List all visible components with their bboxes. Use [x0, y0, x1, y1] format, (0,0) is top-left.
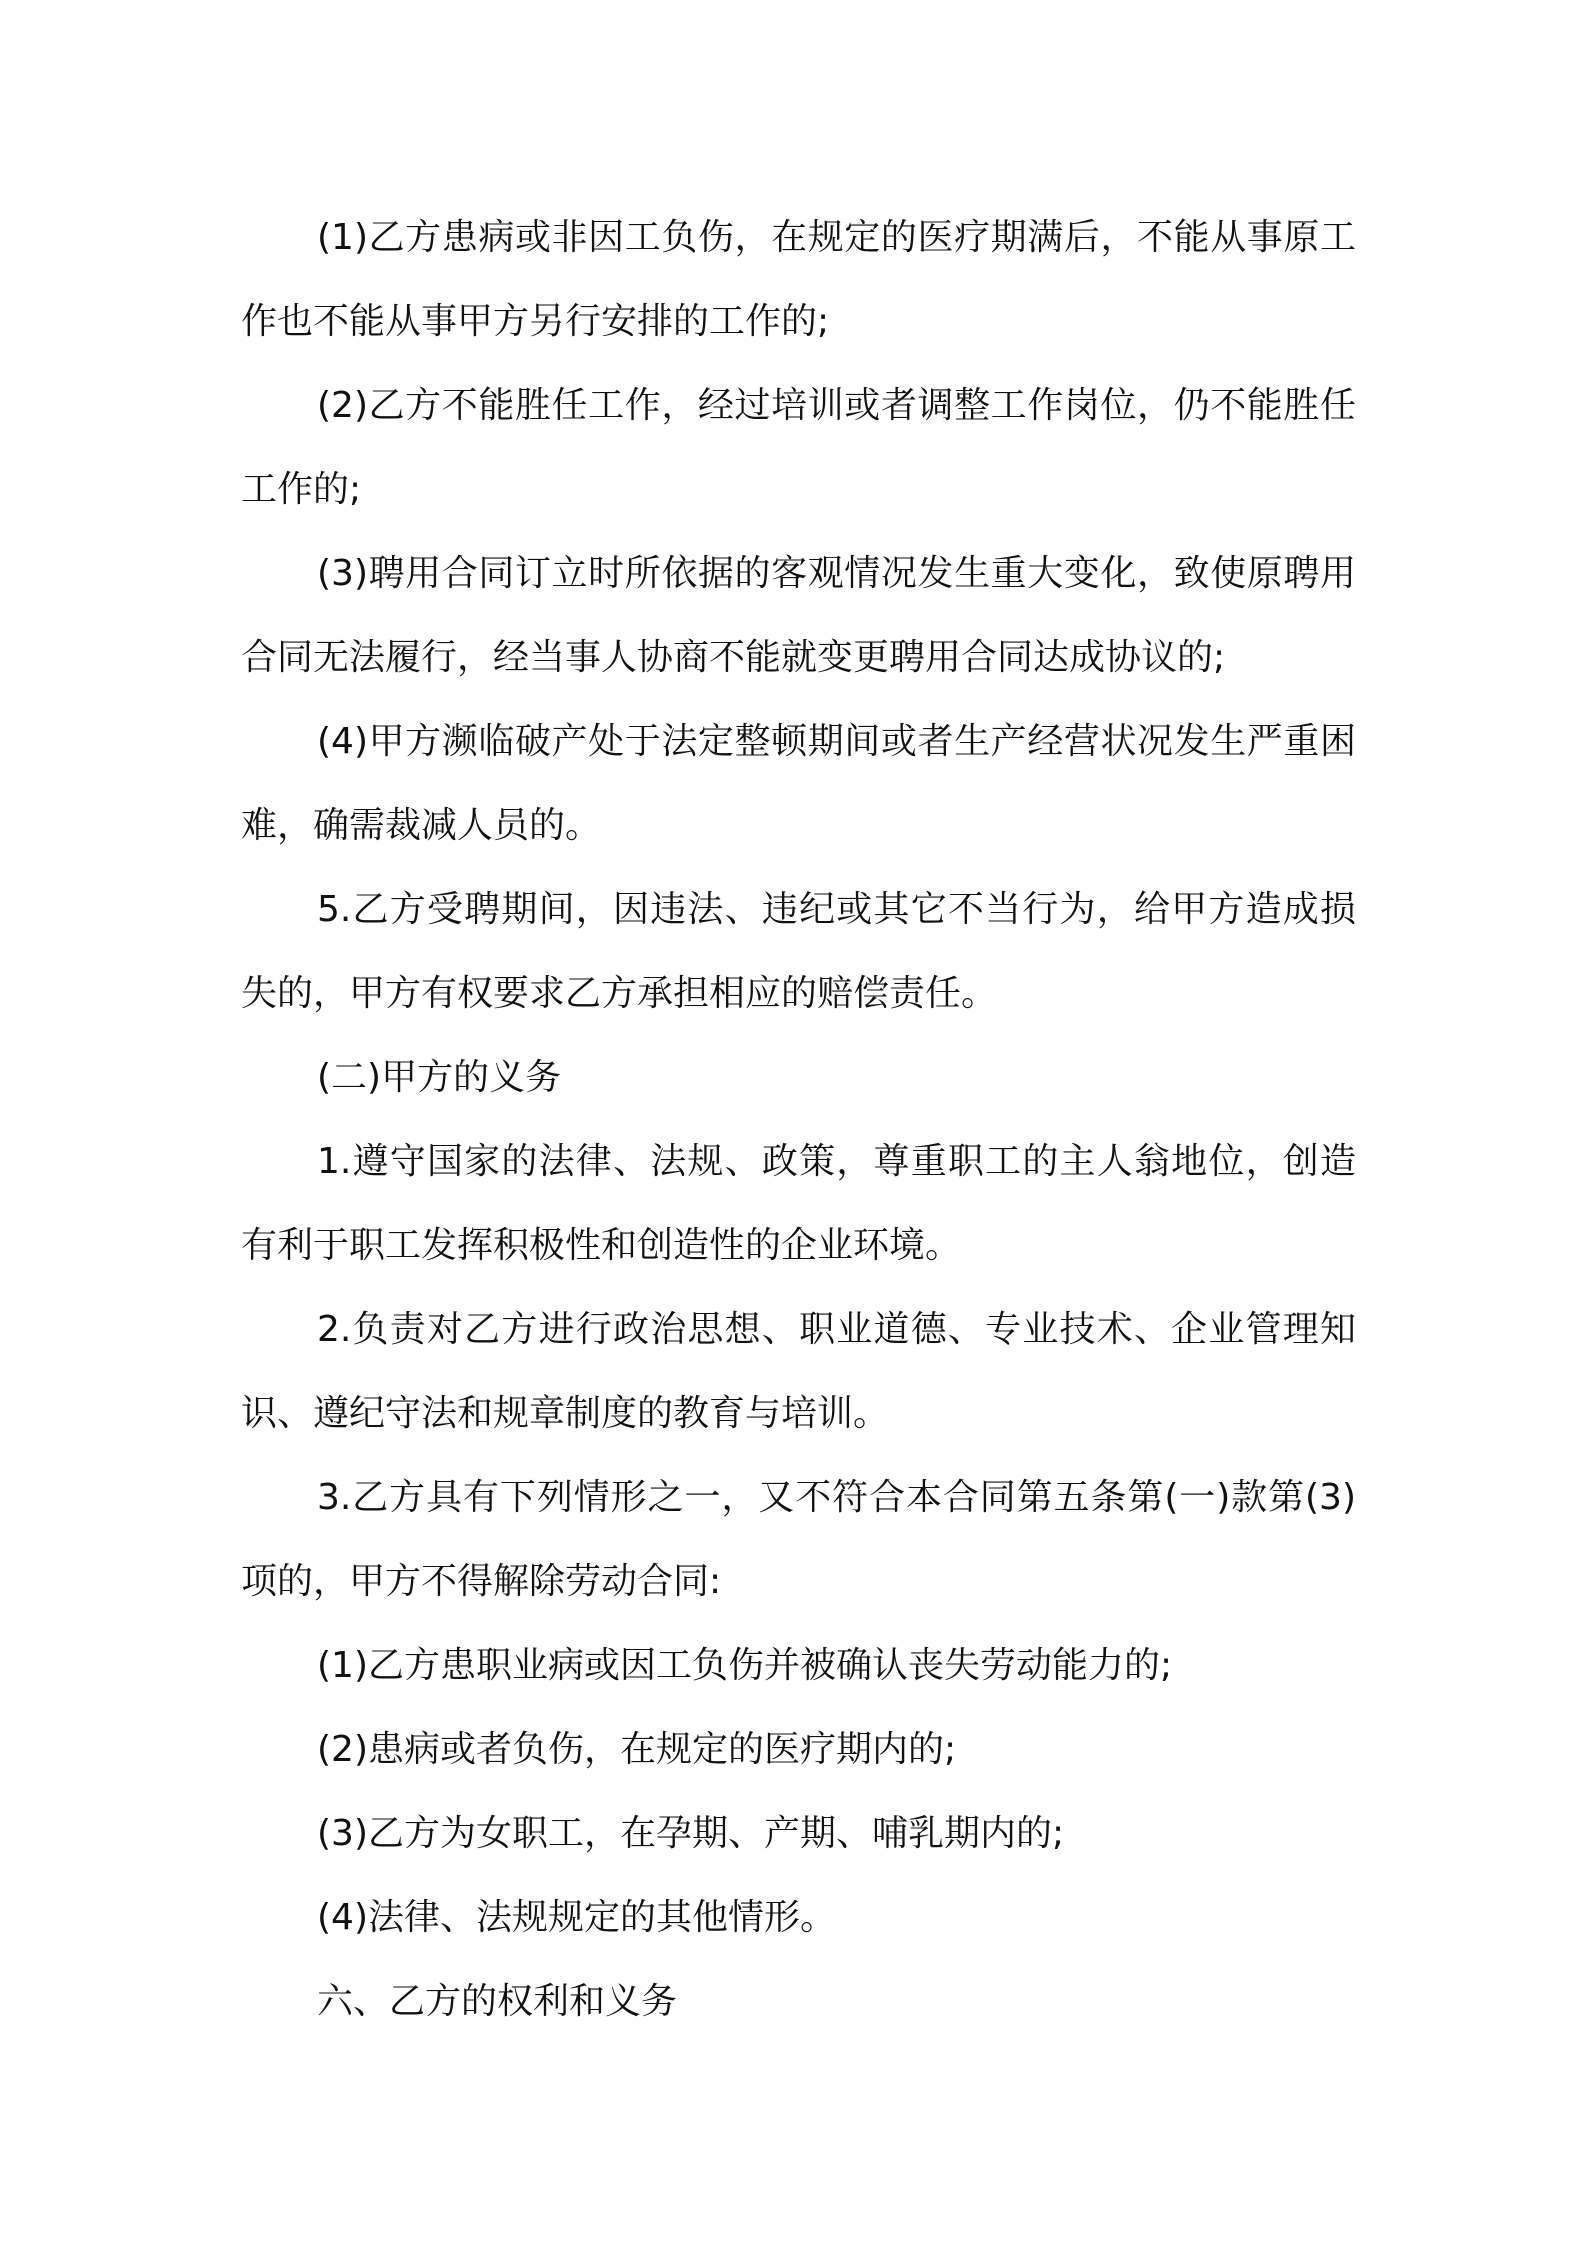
document-body — [241, 196, 1356, 2044]
paragraph-obligation-2: 2.负责对乙方进行政治思想、职业道德、专业技术、企业管理知识、遵纪守法和规章制度的教育与培训。 — [241, 1309, 1356, 1434]
paragraph-clause-3: (3)聘用合同订立时所依据的客观情况发生重大变化，致使原聘用合同无法履行，经当事人协商不能就变更聘用合同达成协议的; — [241, 553, 1356, 678]
paragraph-sub-clause-1: (1)乙方患职业病或因工负伤并被确认丧失劳动能力的; — [317, 1645, 1173, 1686]
paragraph-item-5: 5.乙方受聘期间，因违法、违纪或其它不当行为，给甲方造成损失的，甲方有权要求乙方承担相应的赔偿责任。 — [241, 889, 1356, 1014]
paragraph-sub-clause-2: (2)患病或者负伤，在规定的医疗期内的; — [317, 1729, 957, 1770]
paragraph-clause-1: (1)乙方患病或非因工负伤，在规定的医疗期满后，不能从事原工作也不能从事甲方另行安排的工作的; — [241, 217, 1356, 342]
paragraph-clause-4: (4)甲方濒临破产处于法定整顿期间或者生产经营状况发生严重困难，确需裁减人员的。 — [241, 721, 1356, 846]
paragraph-obligation-3: 3.乙方具有下列情形之一，又不符合本合同第五条第(一)款第(3)项的，甲方不得解除劳动合同: — [241, 1477, 1356, 1602]
paragraph-obligation-1: 1.遵守国家的法律、法规、政策，尊重职工的主人翁地位，创造有利于职工发挥积极性和创造性的企业环境。 — [241, 1141, 1356, 1266]
section-heading-party-b-rights: 六、乙方的权利和义务 — [317, 1981, 678, 2022]
section-heading-party-a-obligations: (二)甲方的义务 — [317, 1057, 562, 1098]
paragraph-sub-clause-4: (4)法律、法规规定的其他情形。 — [317, 1897, 836, 1938]
paragraph-sub-clause-3: (3)乙方为女职工，在孕期、产期、哺乳期内的; — [317, 1813, 1065, 1854]
paragraph-clause-2: (2)乙方不能胜任工作，经过培训或者调整工作岗位，仍不能胜任工作的; — [241, 385, 1356, 510]
